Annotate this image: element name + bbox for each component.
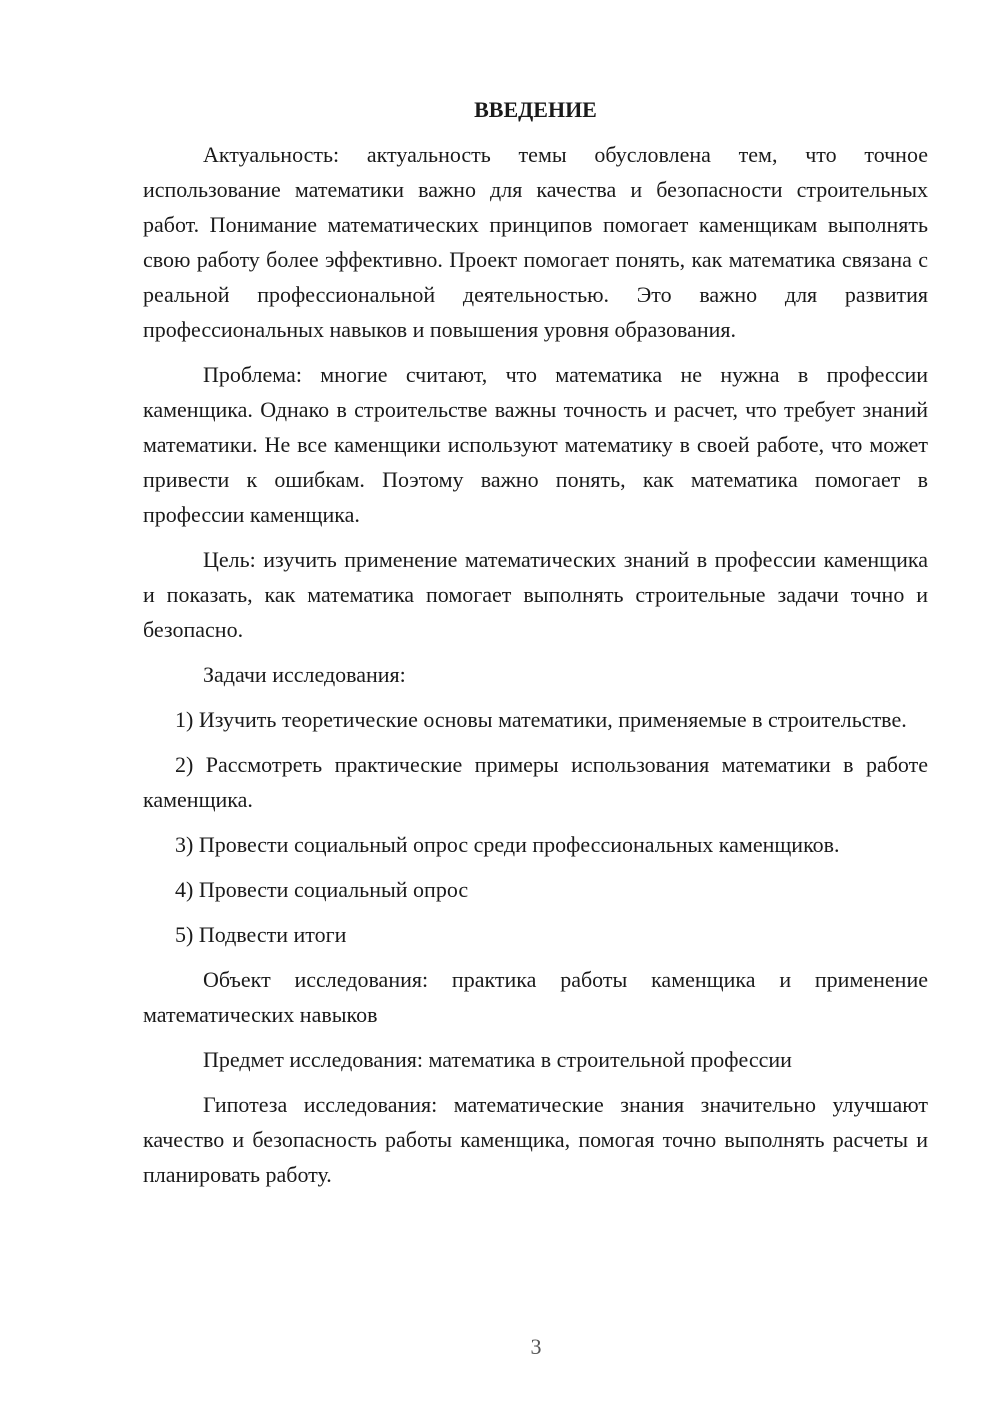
task-item-3: 3) Провести социальный опрос среди профессиональных каменщиков. — [175, 832, 840, 857]
task-item-4: 4) Провести социальный опрос — [175, 877, 469, 902]
task-item-2: 2) Рассмотреть практические примеры использования математики в работе каменщика. — [143, 752, 928, 812]
page-number: 3 — [530, 1334, 542, 1359]
goal-paragraph: Цель: изучить применение математических знаний в профессии каменщика и показать, как математика помогает выполнять строительные задачи точно и безопасно. — [143, 547, 928, 642]
hypothesis-paragraph: Гипотеза исследования: математические знания значительно улучшают качество и безопасность работы каменщика, помогая точно выполнять расчеты и планировать работу. — [143, 1092, 928, 1187]
object-paragraph: Объект исследования: практика работы каменщика и применение математических навыков — [143, 967, 928, 1027]
page-title: ВВЕДЕНИЕ — [474, 97, 597, 122]
problem-paragraph: Проблема: многие считают, что математика не нужна в профессии каменщика. Однако в строительстве важны точность и расчет, что требует знаний математики. Не все каменщики используют математику в своей работе, что может привести к ошибкам. Поэтому важно понять, как математика помогает в профессии каменщика. — [143, 362, 928, 527]
page-content — [143, 95, 928, 1202]
subject-paragraph: Предмет исследования: математика в строительной профессии — [203, 1047, 792, 1072]
relevance-paragraph: Актуальность: актуальность темы обусловлена тем, что точное использование математики важно для качества и безопасности строительных работ. Понимание математических принципов помогает каменщикам выполнять свою работу более эффективно. Проект помогает понять, как математика связана с реальной профессиональной деятельностью. Это важно для развития профессиональных навыков и повышения уровня образования. — [143, 142, 928, 342]
tasks-heading: Задачи исследования: — [203, 662, 406, 687]
task-item-5: 5) Подвести итоги — [175, 922, 347, 947]
task-item-1: 1) Изучить теоретические основы математики, применяемые в строительстве. — [175, 707, 907, 732]
